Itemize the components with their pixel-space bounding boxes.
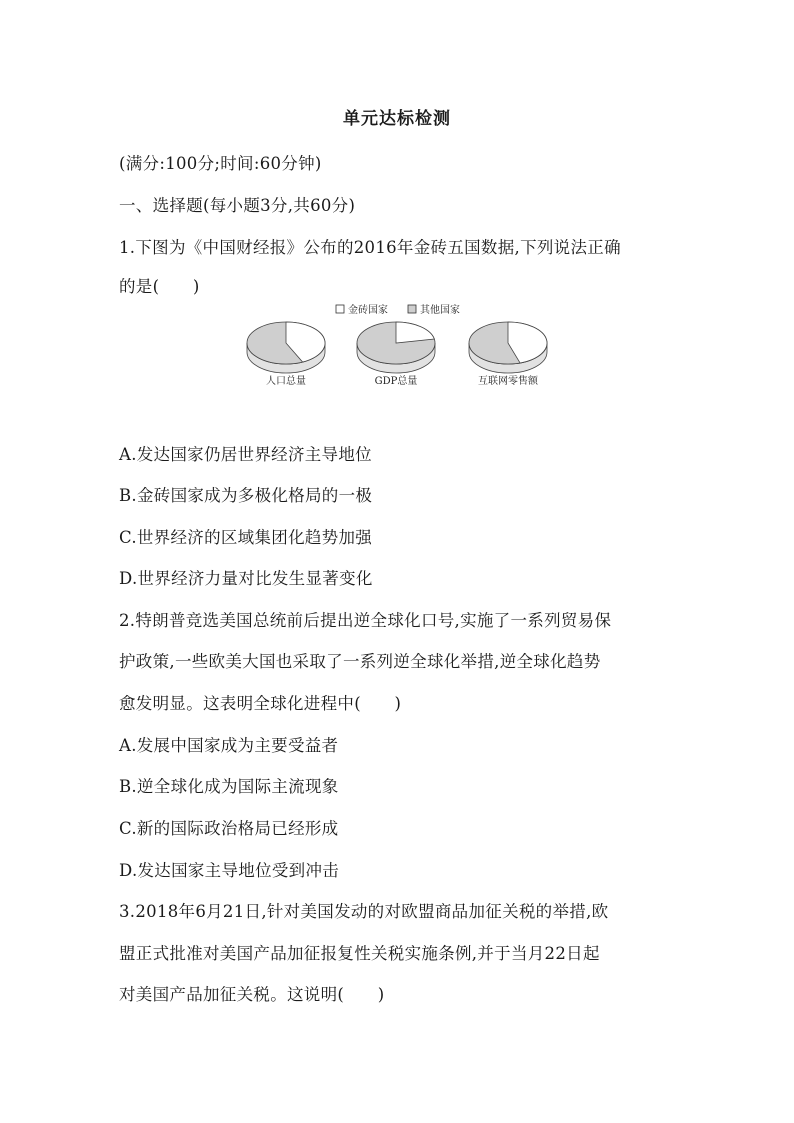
question-1-option-d[interactable]: D.世界经济力量对比发生显著变化	[119, 569, 373, 588]
section-heading: 一、选择题(每小题3分,共60分)	[119, 196, 356, 215]
page-title: 单元达标检测	[343, 109, 451, 129]
pie-chart-svg	[240, 298, 560, 398]
question-3-text-line-2: 盟正式批准对美国产品加征报复性关税实施条例,并于当月22日起	[119, 944, 600, 963]
question-1-option-c[interactable]: C.世界经济的区域集团化趋势加强	[119, 528, 373, 547]
question-2-text-line-2: 护政策,一些欧美大国也采取了一系列逆全球化举措,逆全球化趋势	[119, 652, 601, 671]
question-2-option-d[interactable]: D.发达国家主导地位受到冲击	[119, 861, 340, 880]
question-2-option-c[interactable]: C.新的国际政治格局已经形成	[119, 819, 339, 838]
exam-meta: (满分:100分;时间:60分钟)	[119, 154, 322, 173]
question-3-text-line-1: 3.2018年6月21日,针对美国发动的对欧盟商品加征关税的举措,欧	[119, 902, 609, 921]
question-1-option-a[interactable]: A.发达国家仍居世界经济主导地位	[119, 445, 372, 464]
pie-chart-figure	[240, 298, 560, 398]
pie-label: 互联网零售额	[478, 376, 538, 387]
legend-swatch	[408, 305, 416, 313]
question-1-text-line-2: 的是( )	[119, 277, 200, 296]
pie-label: 人口总量	[266, 376, 306, 387]
question-1-text-line-1: 1.下图为《中国财经报》公布的2016年金砖五国数据,下列说法正确	[119, 238, 621, 257]
question-2-text-line-1: 2.特朗普竞选美国总统前后提出逆全球化口号,实施了一系列贸易保	[119, 611, 612, 630]
question-2-option-b[interactable]: B.逆全球化成为国际主流现象	[119, 777, 339, 796]
pie-label: GDP总量	[374, 376, 418, 387]
pie-slice-brics	[396, 322, 434, 343]
legend-label: 金砖国家	[348, 305, 388, 316]
legend-label: 其他国家	[420, 305, 460, 316]
question-1-option-b[interactable]: B.金砖国家成为多极化格局的一极	[119, 486, 373, 505]
question-3-text-line-3: 对美国产品加征关税。这说明( )	[119, 985, 385, 1004]
question-2-option-a[interactable]: A.发展中国家成为主要受益者	[119, 736, 339, 755]
legend-swatch	[336, 305, 344, 313]
question-2-text-line-3: 愈发明显。这表明全球化进程中( )	[119, 694, 402, 713]
